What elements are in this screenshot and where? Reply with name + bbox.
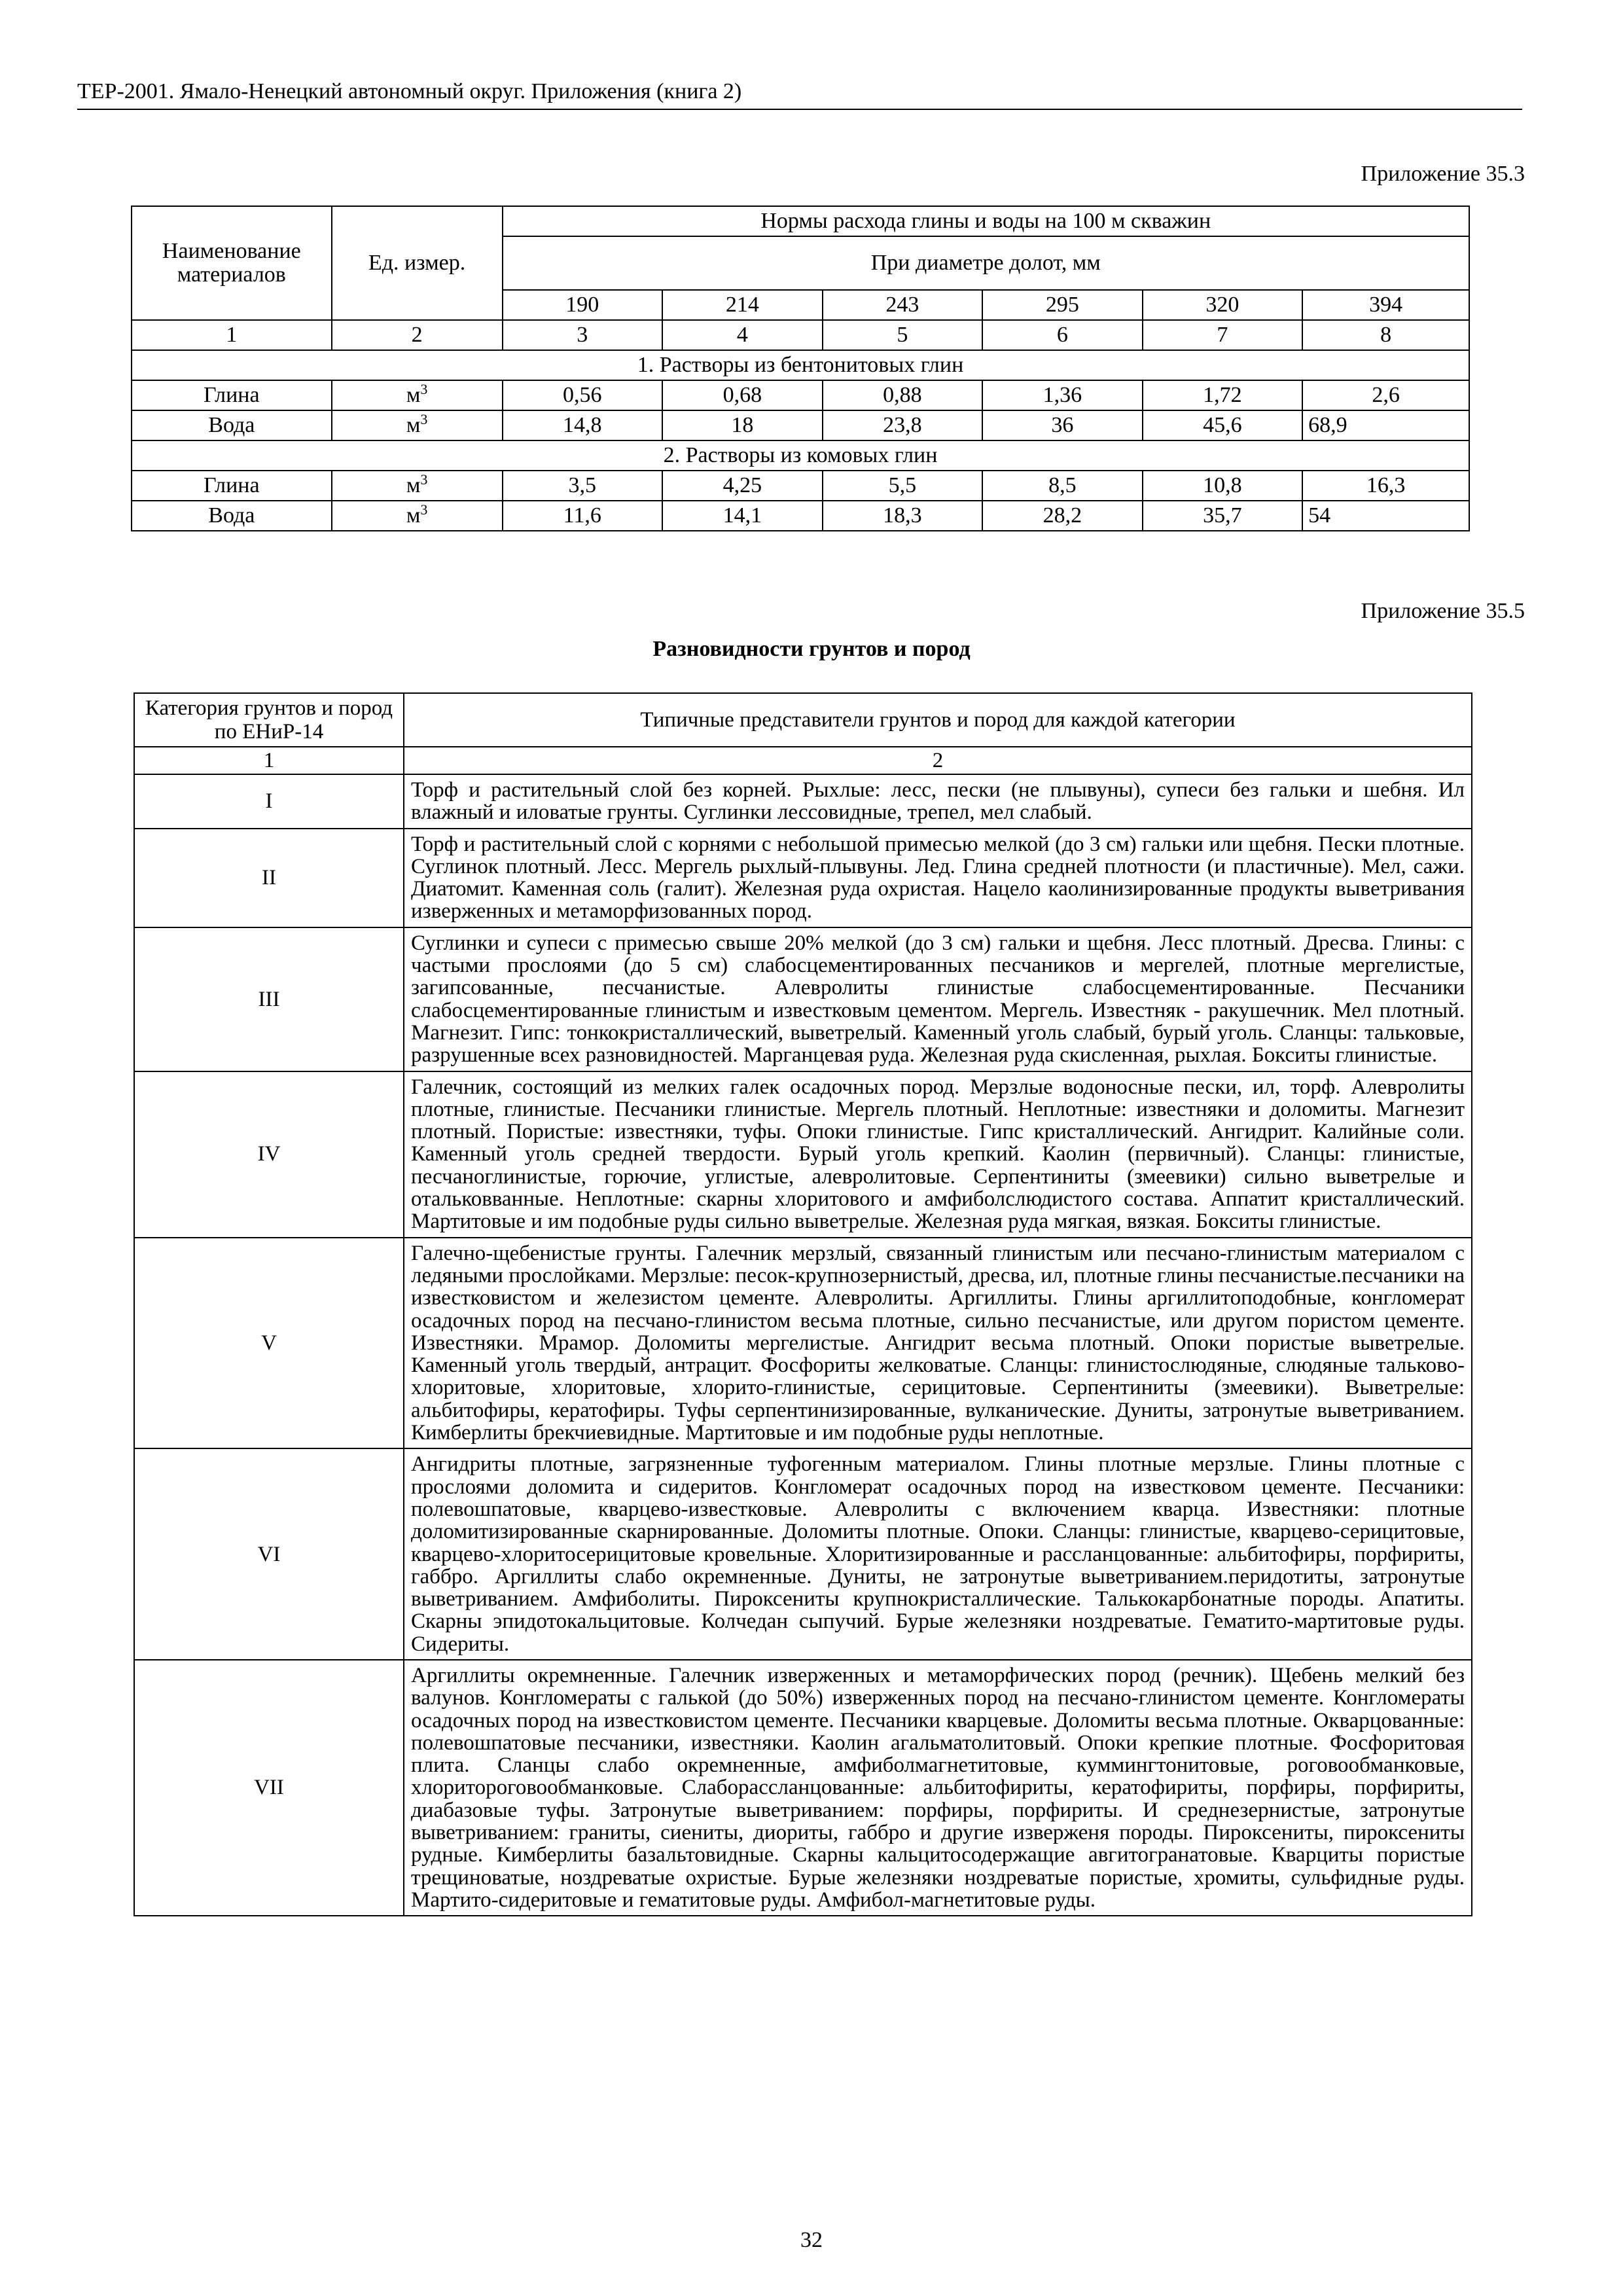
description-cell: Ангидриты плотные, загрязненные туфогенным материалом. Глины плотные мерзлые. Глины плотные с прослоями доломита и сидеритов. Конгломерат осадочных пород на известковом цементе. Песчаники: полевошпатовые, кварцево-известковые. Алевролиты с включением кварца. Известняки: плотные доломитизированные скарнированные. Доломиты плотные. Опоки. Сланцы: глинистые, кварцево-серицитовые, кварцево-хлоритосерицитовые кровельные. Хлоритизированные и рассланцованные: альбитофиры, порфириты, габбро. Аргиллиты слабо окремненные. Дуниты, не затронутые выветриванием.перидотиты, затронутые выветриванием. Амфиболиты. Пироксениты крупнокристаллические. Талькокарбонатные породы. Апатиты. Скарны эпидотокальцитовые. Колчедан сыпучий. Бурые железняки ноздреватые. Гематито-мартитовые руды. Сидериты. [404,1448,1472,1660]
category-cell: V [134,1238,404,1449]
value-cell: 23,8 [823,410,983,440]
table-row [134,927,1472,1071]
value-cell: 14,8 [503,410,663,440]
diameter-cell: 295 [982,290,1143,320]
unit-text: м [406,473,421,497]
description-cell: Торф и растительный слой без корней. Рыхлые: лесс, пески (не плывуны), супеси без гальки и шебня. Ил влажный и иловатые грунты. Суглинки лессовидные, трепел, мел слабый. [404,774,1472,829]
section-row [132,350,1469,380]
value-cell: 68,9 [1302,410,1469,440]
table-row [134,1238,1472,1449]
value-cell: 2,6 [1302,380,1469,410]
value-cell: 28,2 [982,501,1143,531]
table-row [132,471,1469,501]
unit-cell [332,471,503,501]
col-category-header: Категория грунтов и пород по ЕНиР-14 [134,693,404,747]
column-number-cell: 2 [332,320,503,350]
value-cell: 10,8 [1143,471,1303,501]
table-row [132,380,1469,410]
column-number-row [132,320,1469,350]
description-cell: Галечник, состоящий из мелких галек осадочных пород. Мерзлые водоносные пески, ил, торф. Алевролиты плотные, глинистые. Песчаники глинистые. Мергель плотный. Неплотные: известняки и доломиты. Магнезит плотный. Пористые: известняки, туфы. Опоки глинистые. Гипс кристаллический. Ангидрит. Калийные соли. Каменный уголь средней твердости. Бурый уголь крепкий. Каолин (первичный). Сланцы: глинистые, песчаноглинистые, горючие, углистые, алевролитовые. Серпентиниты (змеевики) сильно выветрелые и отальковванные. Неплотные: скарны хлоритового и амфиболслюдистого состава. Аппатит кристаллический. Мартитовые и им подобные руды сильно выветрелые. Железная руда мягкая, вязкая. Бокситы глинистые. [404,1071,1472,1238]
table-row [134,1071,1472,1238]
col-unit-header: Ед. измер. [332,206,503,320]
category-cell: IV [134,1071,404,1238]
column-number-cell: 1 [132,320,332,350]
col-desc-header: Типичные представители грунтов и пород для каждой категории [404,693,1472,747]
value-cell: 0,88 [823,380,983,410]
column-number-cell: 7 [1143,320,1303,350]
unit-cell [332,501,503,531]
value-cell: 5,5 [823,471,983,501]
diameter-header: При диаметре долот, мм [503,236,1469,290]
col-name-header: Наименование материалов [132,206,332,320]
unit-text: м [406,413,421,437]
diameter-cell: 394 [1302,290,1469,320]
diameter-cell: 243 [823,290,983,320]
norms-table-body [132,206,1469,531]
value-cell: 4,25 [662,471,823,501]
diameter-cell: 214 [662,290,823,320]
description-cell: Галечно-щебенистые грунты. Галечник мерзлый, связанный глинистым или песчано-глинистым материалом с ледяными прослойками. Мерзлые: песок-крупнозернистый, дресва, ил, плотные глины песчанистые.песчаники на известковистом и железистом цементе. Алевролиты. Аргиллиты. Глины аргиллитоподобные, конгломерат осадочных пород на песчано-глинистом весьма плотные, сильно песчанистые, или другом пористом цементе. Известняки. Мрамор. Доломиты мергелистые. Ангидрит весьма плотный. Опоки пористые выветрелые. Каменный уголь твердый, антрацит. Фосфориты желковатые. Сланцы: глинистослюдяные, слюдяные тальково-хлоритовые, хлоритовые, хлорито-глинистые, серицитовые. Серпентиниты (змеевики). Выветрелые: альбитофиры, кератофиры. Туфы серпентинизированные, вулканические. Дуниты, затронутые выветриванием. Кимберлиты брекчиевидные. Мартитовые и им подобные руды неплотные. [404,1238,1472,1449]
description-cell: Торф и растительный слой с корнями с небольшой примесью мелкой (до 3 см) гальки или щебня. Пески плотные. Суглинок плотный. Лесс. Мергель рыхлый-плывуны. Лед. Глина средней плотности (и пластичные). Мел, сажи. Диатомит. Каменная соль (галит). Железная руда охристая. Нацело каолинизированные продукты выветривания изверженных и метаморфизованных пород. [404,829,1472,927]
section-title: Разновидности грунтов и пород [652,637,971,661]
section-row [132,440,1469,471]
value-cell: 36 [982,410,1143,440]
value-cell: 11,6 [503,501,663,531]
column-number-cell: 4 [662,320,823,350]
material-name-cell: Глина [132,380,332,410]
unit-cell [332,380,503,410]
unit-text: м [406,383,421,407]
section-title-cell: 1. Растворы из бентонитовых глин [132,350,1469,380]
value-cell: 18 [662,410,823,440]
soil-table-body [134,693,1472,1916]
soil-table [134,692,1472,1916]
page-number: 32 [800,2228,823,2252]
table-row [134,1660,1472,1916]
unit-cell [332,410,503,440]
category-cell: I [134,774,404,829]
appendix-label-2: Приложение 35.5 [1361,599,1525,623]
value-cell: 0,56 [503,380,663,410]
column-number-cell: 6 [982,320,1143,350]
category-cell: VI [134,1448,404,1660]
material-name-cell: Вода [132,410,332,440]
unit-exponent: 3 [420,471,428,488]
appendix-label: Приложение 35.3 [1361,162,1525,186]
norms-table [131,206,1470,531]
unit-text: м [406,503,421,528]
column-number-cell: 2 [404,747,1472,774]
category-cell: VII [134,1660,404,1916]
table-row [132,410,1469,440]
column-number-cell: 8 [1302,320,1469,350]
table-row [134,829,1472,927]
norms-header: Нормы расхода глины и воды на 100 м скважин [503,206,1469,236]
value-cell: 14,1 [662,501,823,531]
running-header: ТЕР-2001. Ямало-Ненецкий автономный округ. Приложения (книга 2) [77,77,1522,110]
value-cell: 1,72 [1143,380,1303,410]
value-cell: 18,3 [823,501,983,531]
value-cell: 0,68 [662,380,823,410]
value-cell: 45,6 [1143,410,1303,440]
description-cell: Аргиллиты окремненные. Галечник изверженных и метаморфических пород (речник). Щебень мелкий без валунов. Конгломераты с галькой (до 50%) изверженных пород на песчано-глинистом цементе. Конгломераты осадочных пород на известковистом цементе. Песчаники кварцевые. Доломиты весьма плотные. Окварцованные: полевошпатовые песчаники, известняки. Каолин агальматолитовый. Опоки крепкие плотные. Фосфоритовая плита. Сланцы слабо окремненные, амфиболмагнетитовые, куммингтонитовые, роговообманковые, хлоритороговообманковые. Слаборассланцованные: альбитофириты, кератофириты, порфиры, порфириты, диабазовые туфы. Затронутые выветриванием: порфиры, порфириты. И среднезернистые, затронутые выветриванием: граниты, сиениты, диориты, габбро и другие изверженя породы. Пироксениты, пироксениты рудные. Кимберлиты базальтовидные. Скарны кальцитосодержащие авгитогранатовые. Кварциты пористые трещиноватые, ноздреватые охристые. Бурые железняки ноздреватые пористые, хромиты, сульфидные руды. Мартито-сидеритовые и гематитовые руды. Амфибол-магнетитовые руды. [404,1660,1472,1916]
table-row [134,774,1472,829]
value-cell: 54 [1302,501,1469,531]
value-cell: 16,3 [1302,471,1469,501]
column-number-cell: 1 [134,747,404,774]
column-number-row [134,747,1472,774]
diameter-cell: 190 [503,290,663,320]
category-cell: II [134,829,404,927]
unit-exponent: 3 [420,381,428,397]
table-row [134,1448,1472,1660]
category-cell: III [134,927,404,1071]
material-name-cell: Глина [132,471,332,501]
diameter-cell: 320 [1143,290,1303,320]
value-cell: 3,5 [503,471,663,501]
value-cell: 1,36 [982,380,1143,410]
column-number-cell: 5 [823,320,983,350]
section-title-cell: 2. Растворы из комовых глин [132,440,1469,471]
unit-exponent: 3 [420,411,428,427]
value-cell: 35,7 [1143,501,1303,531]
description-cell: Суглинки и супеси с примесью свыше 20% мелкой (до 3 см) гальки и щебня. Лесс плотный. Дресва. Глины: с частыми прослоями (до 5 см) слабосцементированных песчаников и мергелей, плотные мергелистые, загипсованные, песчанистые. Алевролиты глинистые слабосцементированные. Песчаники слабосцементированные глинистым и известковым цементом. Мергель. Известняк - ракушечник. Мел плотный. Магнезит. Гипс: тонкокристаллический, выветрелый. Каменный уголь слабый, бурый уголь. Сланцы: тальковые, разрушенные всех разновидностей. Марганцевая руда. Железная руда скисленная, рыхлая. Бокситы глинистые. [404,927,1472,1071]
unit-exponent: 3 [420,501,428,518]
material-name-cell: Вода [132,501,332,531]
value-cell: 8,5 [982,471,1143,501]
column-number-cell: 3 [503,320,663,350]
table-row [132,501,1469,531]
